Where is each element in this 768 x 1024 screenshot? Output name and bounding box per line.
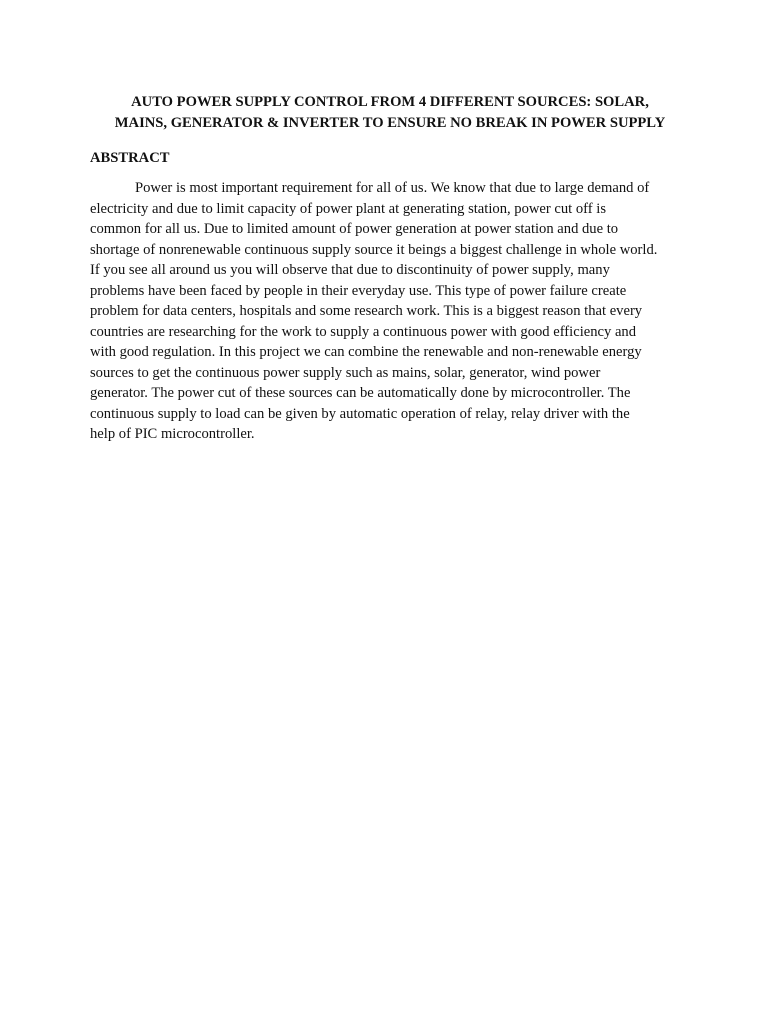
abstract-line: continuous supply to load can be given by automatic operation of relay, relay driver with the [90,405,630,422]
abstract-line: electricity and due to limit capacity of power plant at generating station, power cut off is [90,200,607,217]
abstract-line: generator. The power cut of these sources can be automatically done by microcontroller. The [90,385,631,401]
abstract-line: common for all us. Due to limited amount of power generation at power station and due to [90,221,619,237]
abstract-line: problem for data centers, hospitals and some research work. This is a biggest reason that every [90,303,643,319]
document-page [90,92,690,445]
title-line: MAINS, GENERATOR & INVERTER TO ENSURE NO BREAK IN POWER SUPPLY [114,115,666,131]
abstract-line: with good regulation. In this project we can combine the renewable and non-renewable energy [90,344,642,360]
abstract-line: countries are researching for the work to supply a continuous power with good efficiency and [90,323,637,340]
abstract-line: help of PIC microcontroller. [90,426,255,442]
title-line: AUTO POWER SUPPLY CONTROL FROM 4 DIFFERENT SOURCES: SOLAR, [131,94,649,110]
abstract-paragraph [90,178,690,445]
abstract-line: If you see all around us you will observe that due to discontinuity of power supply, many [90,262,610,278]
abstract-line: shortage of nonrenewable continuous supply source it beings a biggest challenge in whole world. [90,241,658,258]
abstract-line: Power is most important requirement for all of us. We know that due to large demand of [135,180,650,196]
section-heading: ABSTRACT [90,150,170,166]
abstract-line: sources to get the continuous power supply such as mains, solar, generator, wind power [90,364,601,381]
document-title [90,92,690,134]
abstract-line: problems have been faced by people in their everyday use. This type of power failure create [90,282,627,299]
